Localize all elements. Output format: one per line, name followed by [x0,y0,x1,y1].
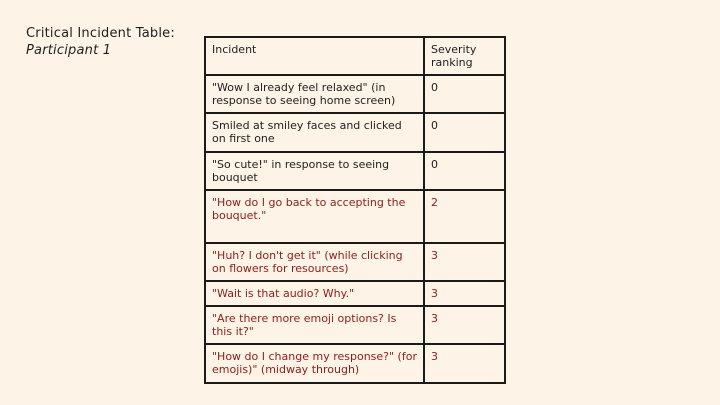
table-row [205,152,505,190]
severity-cell: 3 [424,306,505,344]
severity-cell: 3 [424,243,505,281]
slide-title [26,25,196,59]
table-row [205,75,505,113]
incident-cell: "Are there more emoji options? Is this it?" [205,306,424,344]
severity-cell: 0 [424,75,505,113]
incident-cell: "How do I go back to accepting the bouquet." [205,190,424,243]
table-row [205,113,505,152]
incident-cell: "Wait is that audio? Why." [205,281,424,306]
incident-cell: "Huh? I don't get it" (while clicking on flowers for resources) [205,243,424,281]
table-row [205,344,505,383]
severity-cell: 0 [424,113,505,152]
table-row [205,243,505,281]
incident-cell: Smiled at smiley faces and clicked on first one [205,113,424,152]
table-row [205,281,505,306]
incident-cell: "So cute!" in response to seeing bouquet [205,152,424,190]
slide-title-line2: Participant 1 [26,43,112,58]
slide-title-line1: Critical Incident Table: [26,26,175,41]
incident-cell: "How do I change my response?" (for emojis)" (midway through) [205,344,424,383]
header-incident: Incident [205,37,424,75]
severity-cell: 3 [424,281,505,306]
header-severity: Severity ranking [424,37,505,75]
table-header-row [205,37,505,75]
table-row [205,190,505,243]
critical-incident-table [204,36,506,384]
table-row [205,306,505,344]
severity-cell: 0 [424,152,505,190]
severity-cell: 2 [424,190,505,243]
incident-cell: "Wow I already feel relaxed" (in response to seeing home screen) [205,75,424,113]
severity-cell: 3 [424,344,505,383]
